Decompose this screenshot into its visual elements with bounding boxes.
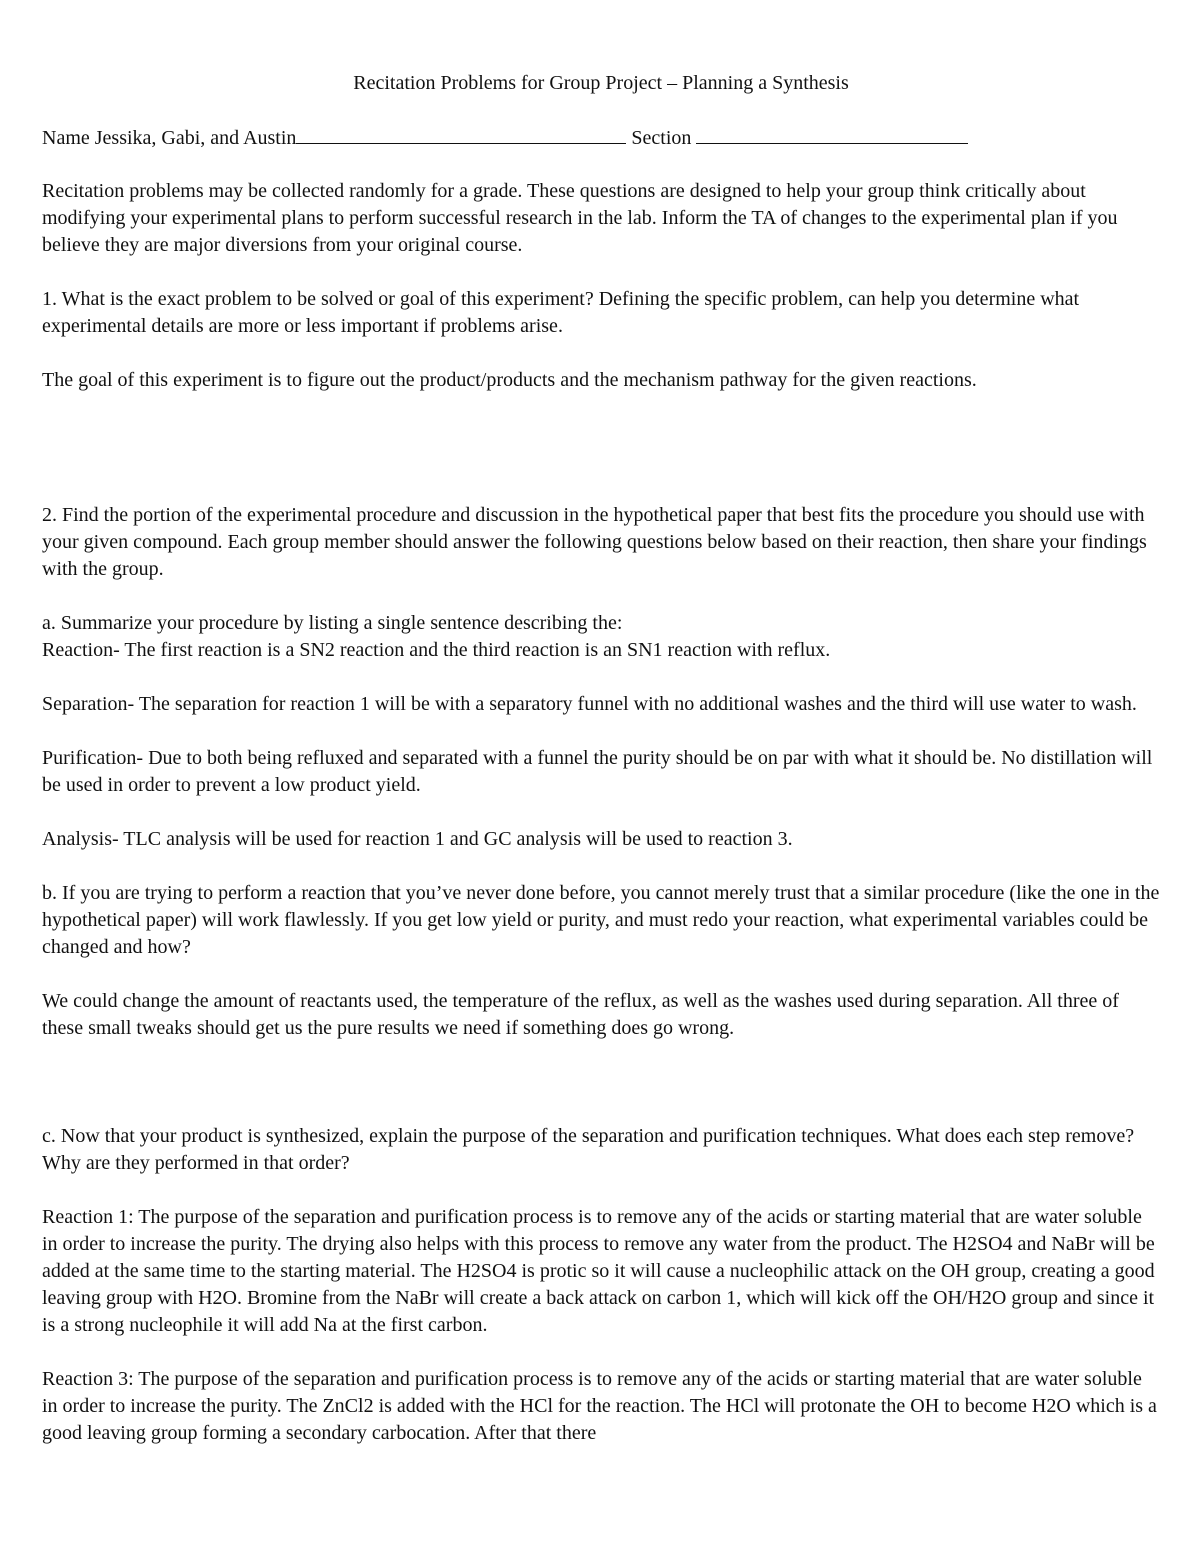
page-title: Recitation Problems for Group Project – Planning a Synthesis bbox=[353, 72, 849, 94]
name-section-line bbox=[42, 123, 1160, 152]
question-2a-prompt: a. Summarize your procedure by listing a single sentence describing the: bbox=[42, 612, 623, 634]
question-2b: b. If you are trying to perform a reaction that you’ve never done before, you cannot merely trust that a similar procedure (like the one in the hypothetical paper) will work flawlessly. If you get low yield or purity, and must redo your reaction, what experimental variables could be changed and how? bbox=[42, 882, 1160, 958]
answer-1: The goal of this experiment is to figure out the product/products and the mechanism pathway for the given reactions. bbox=[42, 369, 977, 391]
name-value: Jessika, Gabi, and Austin bbox=[94, 127, 297, 149]
question-2c: c. Now that your product is synthesized, explain the purpose of the separation and purification techniques. What does each step remove? Why are they performed in that order? bbox=[42, 1125, 1135, 1174]
separation-summary: Separation- The separation for reaction 1 will be with a separatory funnel with no additional washes and the third will use water to wash. bbox=[42, 693, 1137, 715]
purification-summary: Purification- Due to both being refluxed and separated with a funnel the purity should be on par with what it should be. No distillation will be used in order to prevent a low product yield. bbox=[42, 747, 1153, 796]
question-2: 2. Find the portion of the experimental procedure and discussion in the hypothetical paper that best fits the procedure you should use with your given compound. Each group member should answer the following questions below based on their reaction, then share your findings with the group. bbox=[42, 504, 1147, 580]
name-label: Name bbox=[42, 127, 90, 149]
answer-2b: We could change the amount of reactants used, the temperature of the reflux, as well as the washes used during separation. All three of these small tweaks should get us the pure results we need if something does go wrong. bbox=[42, 990, 1119, 1039]
section-label: Section bbox=[631, 127, 692, 149]
section-blank bbox=[696, 123, 968, 144]
question-1: 1. What is the exact problem to be solved or goal of this experiment? Defining the specific problem, can help you determine what experimental details are more or less important if problems arise. bbox=[42, 288, 1080, 337]
spacer bbox=[42, 1069, 1160, 1123]
answer-2c-reaction-1: Reaction 1: The purpose of the separation and purification process is to remove any of the acids or starting material that are water soluble in order to increase the purity. The drying also helps with this process to remove any water from the product. The H2SO4 and NaBr will be added at the same time to the starting material. The H2SO4 is protic so it will cause a nucleophilic attack on the OH group, creating a good leaving group with H2O. Bromine from the NaBr will create a back attack on carbon 1, which will kick off the OH/H2O group and since it is a strong nucleophile it will add Na at the first carbon. bbox=[42, 1206, 1155, 1336]
reaction-summary: Reaction- The first reaction is a SN2 reaction and the third reaction is an SN1 reaction with reflux. bbox=[42, 639, 831, 661]
intro-paragraph: Recitation problems may be collected randomly for a grade. These questions are designed to help your group think critically about modifying your experimental plans to perform successful research in the lab. Inform the TA of changes to the experimental plan if you believe they are major diversions from your original course. bbox=[42, 180, 1118, 256]
answer-2c-reaction-3: Reaction 3: The purpose of the separation and purification process is to remove any of the acids or starting material that are water soluble in order to increase the purity. The ZnCl2 is added with the HCl for the reaction. The HCl will protonate the OH to become H2O which is a good leaving group forming a secondary carbocation. After that there bbox=[42, 1368, 1157, 1444]
spacer bbox=[42, 421, 1160, 502]
name-blank bbox=[296, 123, 626, 144]
analysis-summary: Analysis- TLC analysis will be used for reaction 1 and GC analysis will be used to reaction 3. bbox=[42, 828, 793, 850]
